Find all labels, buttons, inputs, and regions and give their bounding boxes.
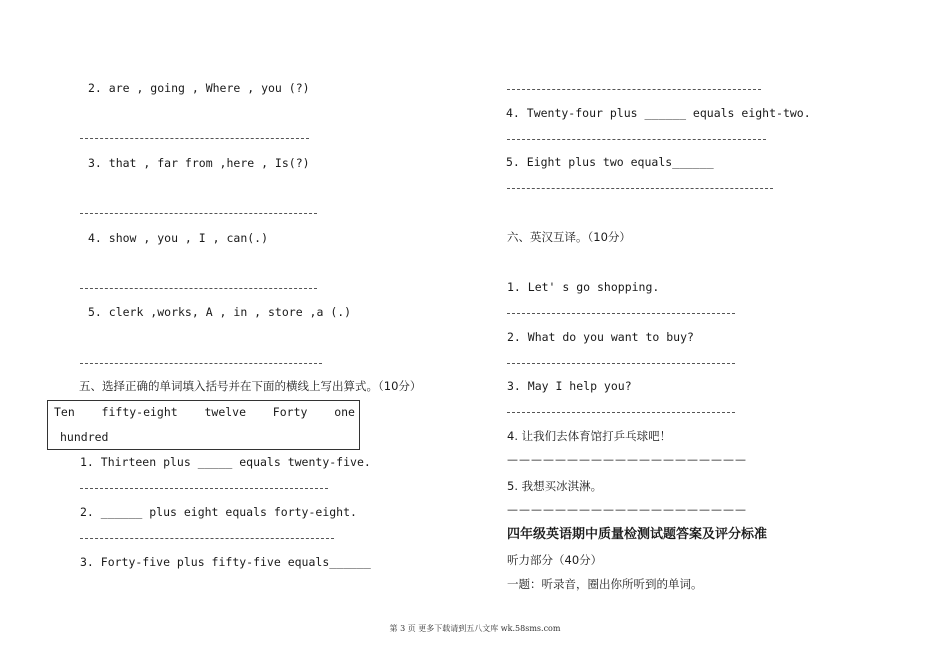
answer-line: [80, 488, 328, 489]
answer-line: [507, 89, 761, 90]
answer-line: [507, 188, 773, 189]
sentence-2: 2. are , going , Where , you (?): [88, 81, 310, 95]
answer-line: [507, 412, 735, 413]
word-option: Ten: [54, 405, 75, 419]
word-box: [47, 400, 360, 450]
word-option: one: [334, 405, 355, 419]
answers-title: 四年级英语期中质量检测试题答案及评分标准: [507, 527, 768, 542]
answer-line: ————————————————————: [507, 503, 747, 516]
math-5: 5. Eight plus two equals______: [506, 155, 714, 169]
answer-line: [80, 213, 317, 214]
translation-4: 4. 让我们去体育馆打乒乓球吧！: [507, 429, 672, 443]
page-footer: 第 3 页 更多下载请到五八文库 wk.58sms.com: [389, 624, 561, 633]
math-3: 3. Forty-five plus fifty-five equals______: [80, 555, 371, 569]
answer-line: [80, 288, 317, 289]
translation-3: 3. May I help you?: [507, 379, 632, 393]
section-6-title: 六、英汉互译。（10分）: [507, 230, 631, 244]
answer-line: [80, 538, 334, 539]
word-option: twelve: [204, 405, 247, 419]
translation-2: 2. What do you want to buy?: [507, 330, 694, 344]
sentence-5: 5. clerk ,works, A , in , store ,a (.): [88, 305, 352, 319]
math-2: 2. ______ plus eight equals forty-eight.: [80, 505, 357, 519]
word-option: fifty-eight: [101, 405, 178, 419]
answer-line: ————————————————————: [507, 453, 747, 466]
answer-line: [507, 139, 766, 140]
math-4: 4. Twenty-four plus ______ equals eight-two.: [506, 106, 811, 120]
math-1: 1. Thirteen plus _____ equals twenty-five.: [80, 455, 371, 469]
translation-1: 1. Let' s go shopping.: [507, 280, 660, 294]
translation-5: 5. 我想买冰淇淋。: [507, 479, 603, 493]
section-5-title: 五、选择正确的单词填入括号并在下面的横线上写出算式。（10分）: [79, 379, 422, 393]
answer-line: [507, 313, 735, 314]
answer-line: [80, 138, 309, 139]
listening-section: 听力部分（40分）: [507, 553, 603, 567]
answer-line: [507, 363, 735, 364]
sentence-4: 4. show , you , I , can(.): [88, 231, 269, 245]
sentence-3: 3. that , far from ,here , Is(?): [88, 156, 310, 170]
word-option: hundred: [60, 430, 109, 444]
word-option: Forty: [272, 405, 308, 419]
question-1-title: 一题：听录音，圈出你所听到的单词。: [507, 577, 703, 591]
answer-line: [80, 363, 322, 364]
